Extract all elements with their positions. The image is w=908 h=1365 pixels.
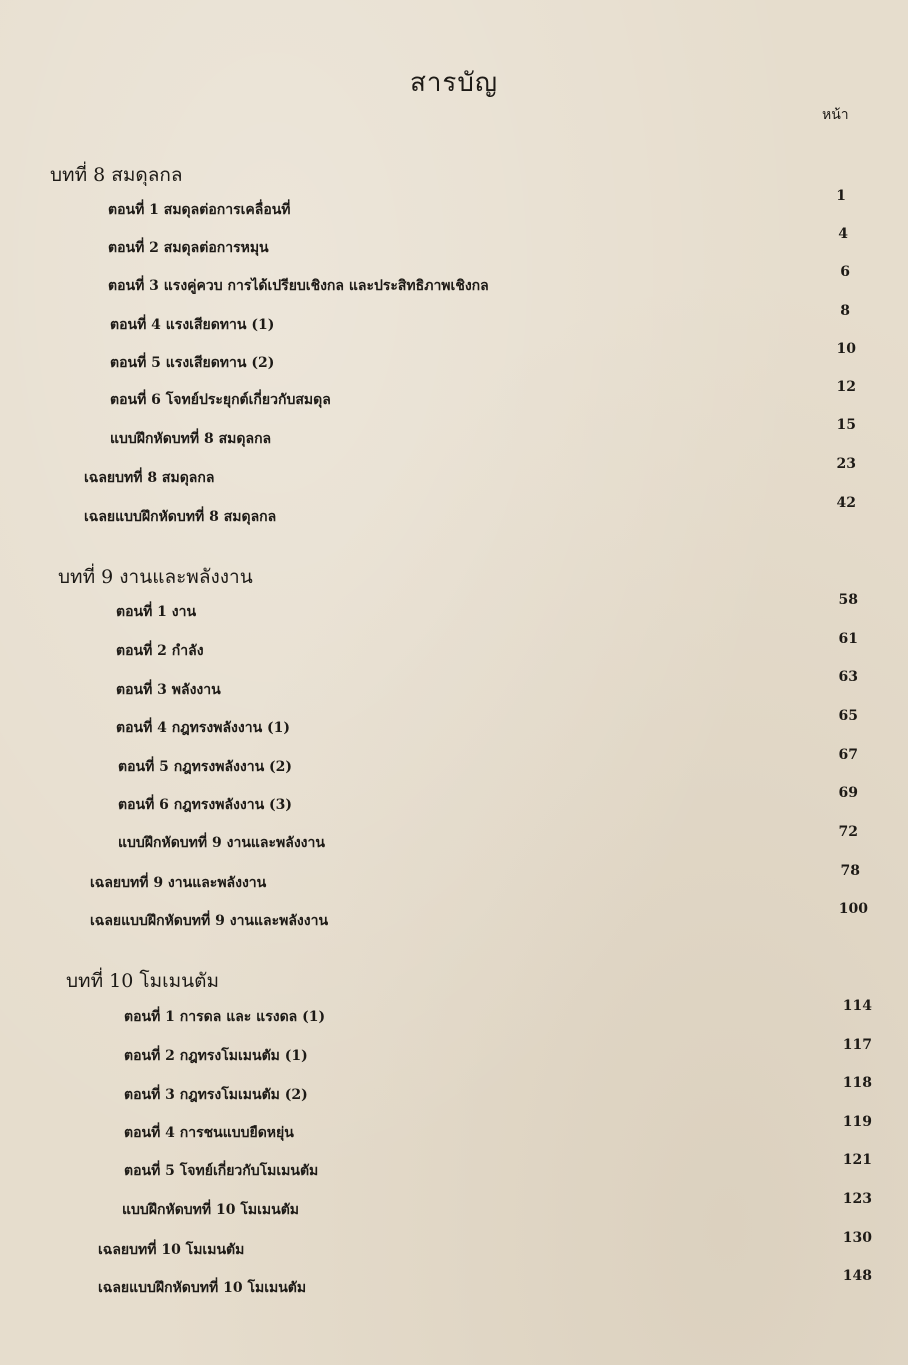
- toc-entry[interactable]: ตอนที่ 3 แรงคู่ควบ การได้เปรียบเชิงกล และประสิทธิภาพเชิงกล: [108, 278, 489, 294]
- toc-entry[interactable]: ตอนที่ 4 แรงเสียดทาน (1): [110, 317, 275, 333]
- chapter-heading: บทที่ 10 โมเมนตัม: [66, 970, 219, 992]
- toc-entry[interactable]: ตอนที่ 4 การชนแบบยืดหยุ่น: [124, 1125, 294, 1141]
- toc-entry[interactable]: ตอนที่ 3 พลังงาน: [116, 682, 221, 698]
- toc-entry[interactable]: ตอนที่ 3 กฎทรงโมเมนตัม (2): [124, 1087, 308, 1103]
- toc-entry[interactable]: แบบฝึกหัดบทที่ 8 สมดุลกล: [110, 431, 272, 447]
- toc-entry[interactable]: ตอนที่ 1 งาน: [116, 604, 197, 620]
- toc-page-number: 67: [838, 747, 858, 763]
- toc-page-number: 15: [836, 417, 856, 433]
- toc-page-number: 1: [836, 188, 846, 204]
- toc-page-number: 72: [838, 824, 858, 840]
- toc-page-number: 23: [836, 456, 856, 472]
- toc-entry[interactable]: ตอนที่ 6 โจทย์ประยุกต์เกี่ยวกับสมดุล: [110, 392, 331, 408]
- toc-page-number: 148: [842, 1268, 872, 1284]
- toc-page-number: 12: [836, 379, 856, 395]
- toc-page-number: 114: [842, 998, 872, 1014]
- toc-entry[interactable]: เฉลยบทที่ 9 งานและพลังงาน: [90, 875, 267, 891]
- toc-page-number: 78: [840, 863, 860, 879]
- page-column-header: หน้า: [822, 107, 849, 123]
- toc-entry[interactable]: ตอนที่ 4 กฎทรงพลังงาน (1): [116, 720, 291, 736]
- toc-page-number: 6: [840, 264, 850, 280]
- toc-page-number: 69: [838, 785, 858, 801]
- toc-page-number: 118: [842, 1075, 872, 1091]
- toc-page-number: 121: [842, 1152, 872, 1168]
- toc-page-number: 119: [842, 1114, 872, 1130]
- toc-entry[interactable]: เฉลยบทที่ 10 โมเมนตัม: [98, 1242, 245, 1258]
- toc-entry[interactable]: ตอนที่ 1 การดล และ แรงดล (1): [124, 1009, 326, 1025]
- toc-entry[interactable]: ตอนที่ 5 แรงเสียดทาน (2): [110, 355, 275, 371]
- toc-entry[interactable]: ตอนที่ 2 สมดุลต่อการหมุน: [108, 240, 269, 256]
- toc-page-number: 61: [838, 631, 858, 647]
- toc-entry[interactable]: เฉลยแบบฝึกหัดบทที่ 8 สมดุลกล: [84, 509, 277, 525]
- toc-entry[interactable]: เฉลยแบบฝึกหัดบทที่ 9 งานและพลังงาน: [90, 913, 329, 929]
- toc-page-number: 123: [842, 1191, 872, 1207]
- toc-page-number: 117: [842, 1037, 872, 1053]
- toc-entry[interactable]: แบบฝึกหัดบทที่ 9 งานและพลังงาน: [118, 835, 325, 851]
- toc-page-number: 100: [838, 901, 868, 917]
- toc-page-number: 4: [838, 226, 848, 242]
- toc-entry[interactable]: ตอนที่ 6 กฎทรงพลังงาน (3): [118, 797, 293, 813]
- toc-page-number: 130: [842, 1230, 872, 1246]
- toc-entry[interactable]: แบบฝึกหัดบทที่ 10 โมเมนตัม: [122, 1202, 300, 1218]
- toc-entry[interactable]: ตอนที่ 2 กำลัง: [116, 643, 204, 659]
- page-title: สารบัญ: [409, 68, 499, 98]
- toc-entry[interactable]: ตอนที่ 2 กฎทรงโมเมนตัม (1): [124, 1048, 308, 1064]
- toc-entry[interactable]: ตอนที่ 5 กฎทรงพลังงาน (2): [118, 759, 293, 775]
- chapter-heading: บทที่ 9 งานและพลังงาน: [58, 566, 253, 588]
- toc-entry[interactable]: เฉลยแบบฝึกหัดบทที่ 10 โมเมนตัม: [98, 1280, 307, 1296]
- toc-page-number: 42: [836, 495, 856, 511]
- toc-entry[interactable]: ตอนที่ 1 สมดุลต่อการเคลื่อนที่: [108, 202, 291, 218]
- chapter-heading: บทที่ 8 สมดุลกล: [50, 164, 183, 186]
- toc-page-number: 65: [838, 708, 858, 724]
- toc-entry[interactable]: เฉลยบทที่ 8 สมดุลกล: [84, 470, 215, 486]
- toc-page-number: 58: [838, 592, 858, 608]
- toc-entry[interactable]: ตอนที่ 5 โจทย์เกี่ยวกับโมเมนตัม: [124, 1163, 319, 1179]
- toc-page-number: 8: [840, 303, 850, 319]
- toc-page-number: 10: [836, 341, 856, 357]
- toc-page-number: 63: [838, 669, 858, 685]
